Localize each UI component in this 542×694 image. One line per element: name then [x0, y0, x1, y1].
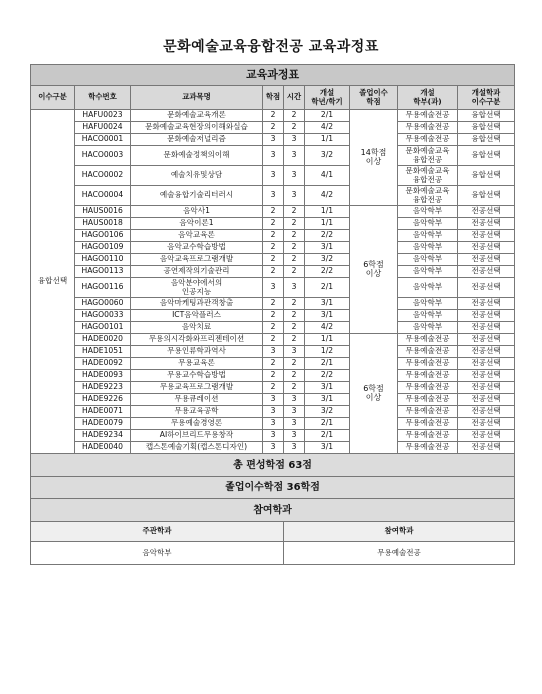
course-name-cell: 무용교육프로그램개발	[131, 382, 263, 394]
course-name-cell: 문화예술교육개론	[131, 110, 263, 122]
table-row	[31, 358, 515, 370]
dept-type-cell: 전공선택	[458, 382, 515, 394]
credit-cell: 2	[263, 230, 284, 242]
hours-cell: 2	[284, 266, 305, 278]
dept-type-cell: 융합선택	[458, 122, 515, 134]
course-name-cell: 음악교육론	[131, 230, 263, 242]
hours-cell: 3	[284, 166, 305, 186]
table-row	[31, 186, 515, 206]
table-row	[31, 406, 515, 418]
table-row	[31, 122, 515, 134]
dept-type-cell: 전공선택	[458, 430, 515, 442]
credit-cell: 3	[263, 146, 284, 166]
hours-cell: 2	[284, 254, 305, 266]
col-header-code: 학수번호	[75, 86, 131, 110]
dept-cell: 무용예술전공	[398, 110, 458, 122]
dept-type-cell: 전공선택	[458, 310, 515, 322]
course-code-cell: HAGO0116	[75, 278, 131, 298]
course-name-cell: 무용교수학습방법	[131, 370, 263, 382]
term-cell: 3/1	[305, 394, 350, 406]
table-row	[31, 418, 515, 430]
dept-cell: 무용예술전공	[398, 370, 458, 382]
table-header-row	[31, 86, 515, 110]
dept-type-cell: 전공선택	[458, 322, 515, 334]
term-cell: 2/2	[305, 266, 350, 278]
credit-cell: 2	[263, 382, 284, 394]
dept-type-cell: 융합선택	[458, 134, 515, 146]
hours-cell: 2	[284, 122, 305, 134]
dept-type-cell: 전공선택	[458, 230, 515, 242]
credit-cell: 3	[263, 406, 284, 418]
dept-cell: 무용예술전공	[398, 418, 458, 430]
hours-cell: 3	[284, 134, 305, 146]
hours-cell: 3	[284, 418, 305, 430]
main-dept-header: 주관학과	[31, 522, 284, 542]
page-title: 문화예술교육융합전공 교육과정표	[163, 39, 379, 55]
credit-cell: 2	[263, 266, 284, 278]
grad-credit-cell: 14학점 이상	[350, 110, 398, 206]
dept-cell: 음악학부	[398, 298, 458, 310]
course-code-cell: HAGO0113	[75, 266, 131, 278]
dept-type-cell: 전공선택	[458, 394, 515, 406]
term-cell: 3/1	[305, 382, 350, 394]
graduation-credits: 졸업이수학점 36학점	[31, 477, 515, 499]
curriculum-table	[30, 64, 515, 565]
dept-cell: 무용예술전공	[398, 122, 458, 134]
dept-cell: 음악학부	[398, 218, 458, 230]
credit-cell: 2	[263, 206, 284, 218]
dept-type-cell: 전공선택	[458, 370, 515, 382]
credit-cell: 3	[263, 394, 284, 406]
hours-cell: 2	[284, 230, 305, 242]
credit-cell: 2	[263, 322, 284, 334]
table-row	[31, 206, 515, 218]
course-code-cell: HADE9234	[75, 430, 131, 442]
hours-cell: 3	[284, 430, 305, 442]
dept-cell: 무용예술전공	[398, 134, 458, 146]
course-name-cell: 음악마케팅과관객창출	[131, 298, 263, 310]
dept-cell: 음악학부	[398, 278, 458, 298]
hours-cell: 3	[284, 186, 305, 206]
course-code-cell: HADE0020	[75, 334, 131, 346]
course-code-cell: HAGO0109	[75, 242, 131, 254]
course-code-cell: HADE0071	[75, 406, 131, 418]
dept-type-cell: 융합선택	[458, 186, 515, 206]
dept-cell: 무용예술전공	[398, 346, 458, 358]
dept-cell: 문화예술교육 융합전공	[398, 166, 458, 186]
table-row	[31, 278, 515, 298]
course-code-cell: HAFU0024	[75, 122, 131, 134]
part-dept-header: 참여학과	[284, 522, 515, 542]
credit-cell: 2	[263, 110, 284, 122]
grad-credit-cell: 6학점 이상	[350, 206, 398, 334]
term-cell: 4/2	[305, 186, 350, 206]
col-header-dept-type: 개설학과 이수구분	[458, 86, 515, 110]
dept-cell: 무용예술전공	[398, 334, 458, 346]
hours-cell: 3	[284, 146, 305, 166]
course-name-cell: ICT음악플러스	[131, 310, 263, 322]
hours-cell: 2	[284, 382, 305, 394]
course-code-cell: HADE0040	[75, 442, 131, 454]
table-row	[31, 254, 515, 266]
hours-cell: 2	[284, 242, 305, 254]
table-row	[31, 110, 515, 122]
hours-cell: 2	[284, 298, 305, 310]
dept-type-cell: 융합선택	[458, 146, 515, 166]
col-header-hours: 시간	[284, 86, 305, 110]
course-code-cell: HAUS0018	[75, 218, 131, 230]
table-row	[31, 266, 515, 278]
hours-cell: 2	[284, 334, 305, 346]
course-name-cell: 예술융합기술리터러시	[131, 186, 263, 206]
term-cell: 2/1	[305, 418, 350, 430]
dept-cell: 음악학부	[398, 230, 458, 242]
credit-cell: 3	[263, 278, 284, 298]
course-name-cell: 무용인류학과역사	[131, 346, 263, 358]
dept-type-cell: 전공선택	[458, 358, 515, 370]
dept-cell: 음악학부	[398, 310, 458, 322]
term-cell: 3/1	[305, 442, 350, 454]
course-code-cell: HAGO0106	[75, 230, 131, 242]
credit-cell: 3	[263, 166, 284, 186]
credit-cell: 3	[263, 346, 284, 358]
course-code-cell: HADE9223	[75, 382, 131, 394]
dept-type-cell: 융합선택	[458, 166, 515, 186]
dept-type-cell: 전공선택	[458, 254, 515, 266]
table-row	[31, 134, 515, 146]
credit-cell: 2	[263, 298, 284, 310]
course-code-cell: HADE0092	[75, 358, 131, 370]
table-row	[31, 146, 515, 166]
hours-cell: 2	[284, 206, 305, 218]
term-cell: 3/1	[305, 310, 350, 322]
course-code-cell: HADE0093	[75, 370, 131, 382]
dept-cell: 무용예술전공	[398, 394, 458, 406]
hours-cell: 2	[284, 322, 305, 334]
hours-cell: 3	[284, 278, 305, 298]
credit-cell: 2	[263, 254, 284, 266]
table-row	[31, 370, 515, 382]
course-name-cell: 문화예술저널리즘	[131, 134, 263, 146]
dept-type-cell: 전공선택	[458, 242, 515, 254]
dept-type-cell: 융합선택	[458, 110, 515, 122]
course-name-cell: 캡스톤예술기획(캡스톤디자인)	[131, 442, 263, 454]
dept-type-cell: 전공선택	[458, 406, 515, 418]
part-dept-value: 무용예술전공	[284, 542, 515, 565]
dept-cell: 무용예술전공	[398, 358, 458, 370]
course-name-cell: 무용큐레이션	[131, 394, 263, 406]
total-credits: 총 편성학점 63점	[31, 454, 515, 477]
dept-cell: 음악학부	[398, 266, 458, 278]
term-cell: 3/1	[305, 298, 350, 310]
credit-cell: 2	[263, 358, 284, 370]
table-row	[31, 442, 515, 454]
course-code-cell: HAGO0060	[75, 298, 131, 310]
dept-type-cell: 전공선택	[458, 418, 515, 430]
hours-cell: 2	[284, 110, 305, 122]
col-header-credit: 학점	[263, 86, 284, 110]
credit-cell: 3	[263, 418, 284, 430]
col-header-type: 이수구분	[31, 86, 75, 110]
table-row	[31, 310, 515, 322]
course-name-cell: 무용의시각화와프리젠테이션	[131, 334, 263, 346]
course-name-cell: 공연제작의기술관리	[131, 266, 263, 278]
hours-cell: 3	[284, 394, 305, 406]
credit-cell: 2	[263, 370, 284, 382]
table-row	[31, 166, 515, 186]
dept-type-cell: 전공선택	[458, 442, 515, 454]
table-row	[31, 298, 515, 310]
table-row	[31, 242, 515, 254]
course-name-cell: 음악치료	[131, 322, 263, 334]
term-cell: 2/2	[305, 370, 350, 382]
term-cell: 4/2	[305, 322, 350, 334]
credit-cell: 3	[263, 442, 284, 454]
col-header-term: 개설 학년/학기	[305, 86, 350, 110]
course-name-cell: 무용교육론	[131, 358, 263, 370]
col-header-name: 교과목명	[131, 86, 263, 110]
dept-cell: 음악학부	[398, 206, 458, 218]
dept-type-cell: 전공선택	[458, 346, 515, 358]
dept-type-cell: 전공선택	[458, 266, 515, 278]
credit-cell: 2	[263, 310, 284, 322]
term-cell: 3/2	[305, 146, 350, 166]
term-cell: 3/2	[305, 254, 350, 266]
table-row	[31, 382, 515, 394]
term-cell: 1/1	[305, 218, 350, 230]
course-code-cell: HADE1051	[75, 346, 131, 358]
credit-cell: 3	[263, 430, 284, 442]
dept-cell: 음악학부	[398, 254, 458, 266]
table-row	[31, 394, 515, 406]
term-cell: 4/1	[305, 166, 350, 186]
term-cell: 2/2	[305, 230, 350, 242]
dept-type-cell: 전공선택	[458, 218, 515, 230]
course-code-cell: HADE0079	[75, 418, 131, 430]
course-code-cell: HACO0004	[75, 186, 131, 206]
course-code-cell: HAGO0110	[75, 254, 131, 266]
term-cell: 3/1	[305, 242, 350, 254]
hours-cell: 3	[284, 406, 305, 418]
course-code-cell: HACO0003	[75, 146, 131, 166]
course-code-cell: HACO0002	[75, 166, 131, 186]
credit-cell: 3	[263, 134, 284, 146]
hours-cell: 3	[284, 346, 305, 358]
course-name-cell: 예술치유및상담	[131, 166, 263, 186]
dept-cell: 음악학부	[398, 322, 458, 334]
hours-cell: 2	[284, 310, 305, 322]
dept-cell: 무용예술전공	[398, 430, 458, 442]
credit-cell: 2	[263, 218, 284, 230]
course-code-cell: HAFU0023	[75, 110, 131, 122]
credit-cell: 3	[263, 186, 284, 206]
course-name-cell: 음악사1	[131, 206, 263, 218]
table-row	[31, 346, 515, 358]
course-code-cell: HAGO0033	[75, 310, 131, 322]
participating-depts-title: 참여학과	[31, 499, 515, 522]
main-dept-value: 음악학부	[31, 542, 284, 565]
dept-type-cell: 전공선택	[458, 298, 515, 310]
course-name-cell: 음악분야에서의 인공지능	[131, 278, 263, 298]
table-row	[31, 322, 515, 334]
col-header-dept: 개설 학부(과)	[398, 86, 458, 110]
table-row	[31, 430, 515, 442]
hours-cell: 2	[284, 218, 305, 230]
term-cell: 1/1	[305, 134, 350, 146]
term-cell: 1/1	[305, 206, 350, 218]
credit-cell: 2	[263, 242, 284, 254]
course-name-cell: 음악교수학습방법	[131, 242, 263, 254]
course-name-cell: 문화예술정책의이해	[131, 146, 263, 166]
table-band-title: 교육과정표	[31, 65, 515, 86]
term-cell: 2/1	[305, 358, 350, 370]
term-cell: 2/1	[305, 278, 350, 298]
dept-type-cell: 전공선택	[458, 278, 515, 298]
term-cell: 3/2	[305, 406, 350, 418]
term-cell: 2/1	[305, 430, 350, 442]
dept-cell: 무용예술전공	[398, 406, 458, 418]
course-name-cell: AI하이브리드무용창작	[131, 430, 263, 442]
credit-cell: 2	[263, 334, 284, 346]
term-cell: 1/2	[305, 346, 350, 358]
term-cell: 1/1	[305, 334, 350, 346]
course-code-cell: HAUS0016	[75, 206, 131, 218]
course-code-cell: HADE9226	[75, 394, 131, 406]
course-code-cell: HACO0001	[75, 134, 131, 146]
hours-cell: 2	[284, 358, 305, 370]
dept-cell: 무용예술전공	[398, 382, 458, 394]
table-row	[31, 334, 515, 346]
dept-type-cell: 전공선택	[458, 206, 515, 218]
course-name-cell: 음악교육프로그램개발	[131, 254, 263, 266]
course-name-cell: 문화예술교육현장의이해와실습	[131, 122, 263, 134]
grad-credit-cell: 6학점 이상	[350, 334, 398, 454]
course-name-cell: 음악이론1	[131, 218, 263, 230]
dept-cell: 문화예술교육 융합전공	[398, 146, 458, 166]
hours-cell: 2	[284, 370, 305, 382]
term-cell: 4/2	[305, 122, 350, 134]
col-header-grad-credit: 졸업이수 학점	[350, 86, 398, 110]
table-row	[31, 230, 515, 242]
type-cell: 융합선택	[31, 110, 75, 454]
dept-type-cell: 전공선택	[458, 334, 515, 346]
term-cell: 2/1	[305, 110, 350, 122]
course-code-cell: HAGO0101	[75, 322, 131, 334]
dept-cell: 무용예술전공	[398, 442, 458, 454]
dept-cell: 문화예술교육 융합전공	[398, 186, 458, 206]
credit-cell: 2	[263, 122, 284, 134]
dept-cell: 음악학부	[398, 242, 458, 254]
table-row	[31, 218, 515, 230]
course-name-cell: 무용예술경영론	[131, 418, 263, 430]
hours-cell: 3	[284, 442, 305, 454]
course-name-cell: 무용교육공학	[131, 406, 263, 418]
